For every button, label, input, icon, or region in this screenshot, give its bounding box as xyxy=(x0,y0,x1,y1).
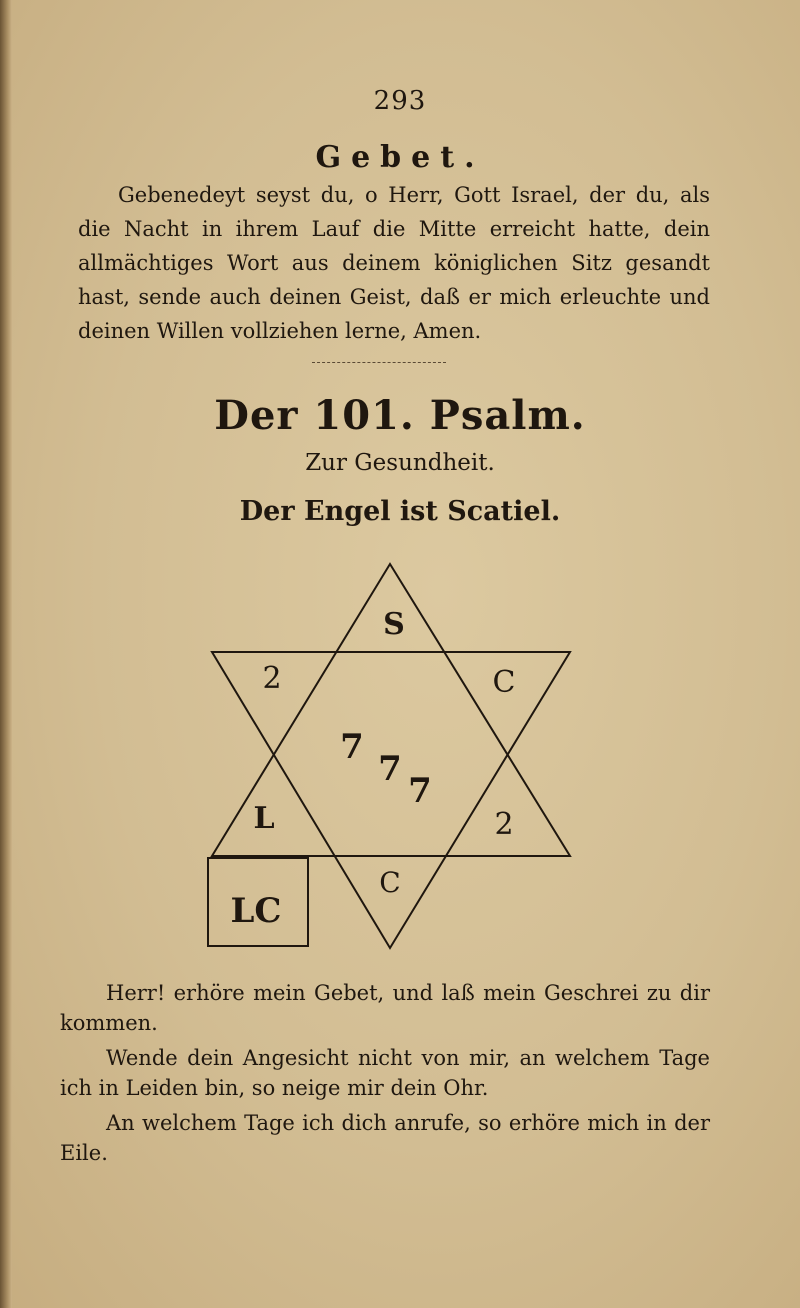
lower-left-point-label: L xyxy=(253,801,275,836)
section-divider xyxy=(312,362,446,363)
upper-left-point-label: 2 xyxy=(262,661,282,696)
bottom-point-label: C xyxy=(379,866,401,899)
book-binding-edge xyxy=(0,0,12,1308)
top-point-label: S xyxy=(383,607,405,642)
angel-name-line: Der Engel ist Scatiel. xyxy=(239,496,561,527)
center-mark-3: 7 xyxy=(408,771,432,811)
prayer-text: Gebenedeyt seyst du, o Herr, Gott Israel, der du, als die Nacht in ihrem Lauf die Mitte erreicht hatte, dein allmächtiges Wort aus deinem königlichen Sitz gesandt hast, sende auch deinen Geist, daß er mich erleuchte und deinen Willen vollziehen lerne, Amen. xyxy=(78,183,710,343)
prayer-heading: Gebet. xyxy=(315,140,485,175)
center-mark-1: 7 xyxy=(340,727,364,767)
verse-2: Wende dein Angesicht nicht von mir, an welchem Tage ich in Leiden bin, so neige mir dein Ohr. xyxy=(60,1046,710,1100)
box-label: LC xyxy=(230,891,282,931)
prayer-paragraph xyxy=(78,178,710,348)
center-mark-2: 7 xyxy=(378,749,402,789)
verse-1: Herr! erhöre mein Gebet, und laß mein Geschrei zu dir kommen. xyxy=(60,981,710,1035)
upper-right-point-label: C xyxy=(492,665,516,700)
hexagram-diagram xyxy=(200,556,580,956)
lower-right-point-label: 2 xyxy=(494,807,514,842)
page-number: 293 xyxy=(373,86,427,116)
psalm-verses xyxy=(60,978,710,1173)
verse-3: An welchem Tage ich dich anrufe, so erhöre mich in der Eile. xyxy=(60,1111,710,1165)
psalm-subtitle: Zur Gesundheit. xyxy=(305,450,495,476)
psalm-title: Der 101. Psalm. xyxy=(214,392,586,439)
